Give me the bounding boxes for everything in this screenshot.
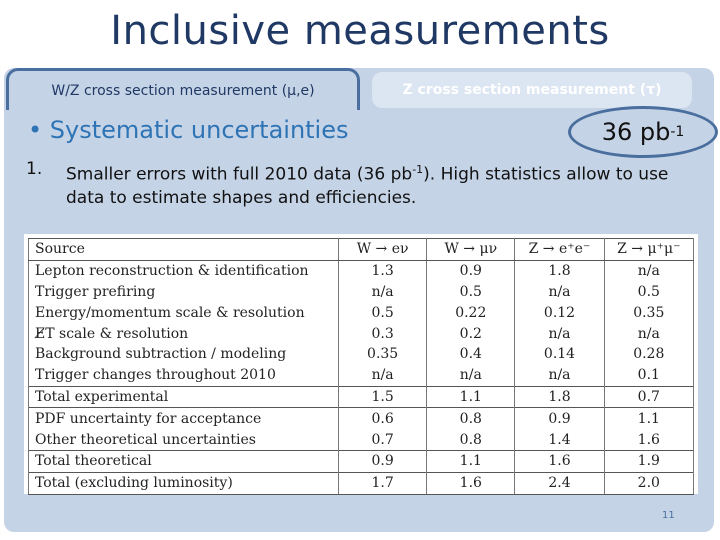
item-text-before: Smaller errors with full 2010 data (36 pb (66, 164, 413, 185)
cell-value: 0.7 (339, 429, 427, 450)
cell-value: 0.22 (427, 302, 515, 323)
slide-title: Inclusive measurements (110, 8, 610, 54)
table-row (29, 323, 694, 344)
bullet-point (28, 116, 349, 144)
cell-value: 1.4 (515, 429, 604, 450)
row-source: PDF uncertainty for acceptance (29, 408, 339, 429)
cell-value: 2.0 (604, 472, 693, 494)
cell-value: 1.3 (339, 260, 427, 281)
tab-wz-cross-section[interactable]: W/Z cross section measurement (μ,e) (6, 68, 360, 110)
table-row (29, 408, 694, 429)
numbered-item (26, 158, 702, 210)
table-row (29, 260, 694, 281)
cell-value: 2.4 (515, 472, 604, 494)
row-source: Energy/momentum scale & resolution (29, 302, 339, 323)
cell-value: 0.8 (427, 408, 515, 429)
cell-value: 0.3 (339, 323, 427, 344)
cell-value: 0.9 (427, 260, 515, 281)
bullet-dot: • (28, 116, 43, 144)
cell-value: 1.1 (427, 450, 515, 472)
item-exponent: -1 (412, 163, 424, 176)
row-source: Total experimental (29, 386, 339, 408)
cell-value: 0.12 (515, 302, 604, 323)
table-row (29, 429, 694, 450)
cell-value: 1.8 (515, 386, 604, 408)
tab-z-cross-section-tau[interactable]: Z cross section measurement (τ) (372, 72, 692, 108)
row-source: Trigger prefiring (29, 282, 339, 303)
table-row (29, 365, 694, 386)
item-text-after: ). High statistics allow to use data to estimate shapes and efficiencies. (66, 164, 669, 208)
row-source: Other theoretical uncertainties (29, 429, 339, 450)
cell-value: 1.6 (427, 472, 515, 494)
row-source: Lepton reconstruction & identification (29, 260, 339, 281)
item-number: 1. (26, 159, 43, 179)
cell-value: n/a (515, 365, 604, 386)
header-source: Source (29, 239, 339, 261)
cell-value: 0.5 (427, 282, 515, 303)
cell-value: 0.4 (427, 344, 515, 365)
row-source: Background subtraction / modeling (29, 344, 339, 365)
cell-value: n/a (339, 365, 427, 386)
table-row (29, 282, 694, 303)
cell-value: 1.7 (339, 472, 427, 494)
table-row (29, 344, 694, 365)
uncertainty-table-container (24, 234, 698, 494)
header-z-ee: Z → e⁺e⁻ (515, 239, 604, 261)
cell-value: 0.1 (604, 365, 693, 386)
cell-value: 0.35 (339, 344, 427, 365)
cell-value: n/a (604, 260, 693, 281)
bullet-text: Systematic uncertainties (49, 116, 349, 144)
row-source: Total (excluding luminosity) (29, 472, 339, 494)
table-header-row (29, 239, 694, 261)
cell-value: 1.9 (604, 450, 693, 472)
luminosity-badge (568, 106, 718, 158)
table-row (29, 472, 694, 494)
cell-value: 0.5 (604, 282, 693, 303)
luminosity-value: 36 pb (601, 118, 671, 146)
cell-value: n/a (515, 282, 604, 303)
header-w-enu: W → eν (339, 239, 427, 261)
cell-value: 1.8 (515, 260, 604, 281)
cell-value: n/a (604, 323, 693, 344)
page-number: 11 (662, 510, 675, 521)
cell-value: n/a (339, 282, 427, 303)
row-source: E̸T scale & resolution (29, 323, 339, 344)
cell-value: 0.9 (339, 450, 427, 472)
cell-value: 0.9 (515, 408, 604, 429)
cell-value: 0.14 (515, 344, 604, 365)
table-row (29, 450, 694, 472)
row-source: Total theoretical (29, 450, 339, 472)
cell-value: 1.6 (604, 429, 693, 450)
cell-value: 1.1 (427, 386, 515, 408)
cell-value: 0.8 (427, 429, 515, 450)
cell-value: 0.35 (604, 302, 693, 323)
table-row (29, 386, 694, 408)
item-text (66, 158, 702, 210)
cell-value: 0.28 (604, 344, 693, 365)
cell-value: n/a (515, 323, 604, 344)
cell-value: 1.6 (515, 450, 604, 472)
uncertainty-table (28, 238, 694, 495)
header-z-mumu: Z → μ⁺μ⁻ (604, 239, 693, 261)
header-w-munu: W → μν (427, 239, 515, 261)
cell-value: 1.1 (604, 408, 693, 429)
luminosity-exponent: -1 (670, 124, 685, 140)
cell-value: 0.7 (604, 386, 693, 408)
cell-value: 0.2 (427, 323, 515, 344)
cell-value: 0.6 (339, 408, 427, 429)
cell-value: 0.5 (339, 302, 427, 323)
cell-value: n/a (427, 365, 515, 386)
cell-value: 1.5 (339, 386, 427, 408)
row-source: Trigger changes throughout 2010 (29, 365, 339, 386)
table-row (29, 302, 694, 323)
